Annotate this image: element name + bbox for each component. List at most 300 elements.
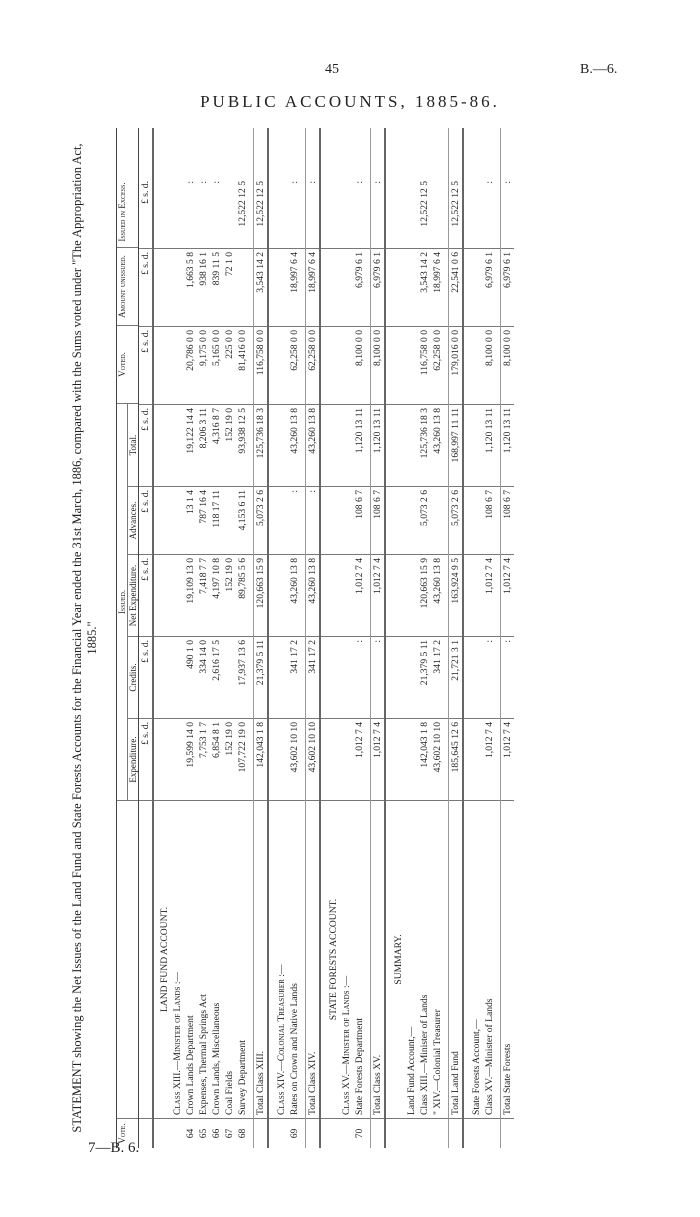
spacer-cell (366, 636, 370, 718)
cell-exp: 43,602 10 10 (431, 718, 444, 800)
spacer-cell (444, 554, 448, 636)
document-reference: B.—6. (580, 62, 618, 77)
page-number: 45 (325, 62, 339, 77)
cell-excess: : (354, 181, 365, 184)
spacer-cell (496, 636, 500, 718)
cell-total: 1,120 13 11 (501, 404, 514, 486)
cell-net (340, 554, 353, 636)
cell-exp: 1,012 7 4 (483, 718, 496, 800)
cell-voted: 62,258 0 0 (431, 326, 444, 404)
spacer-cell (444, 636, 448, 718)
cell-net: 1,012 7 4 (483, 554, 496, 636)
table-header (116, 128, 139, 1148)
total-state-forests-row (500, 128, 514, 1148)
spacer-cell (301, 178, 305, 248)
cell-desc: Land Fund Account,— (405, 800, 418, 1118)
cell-cred: 21,379 5 11 (418, 636, 431, 718)
spacer-cell (444, 178, 448, 248)
cell-net: 152 19 0 (223, 554, 236, 636)
total-class-xiii-row (253, 128, 269, 1148)
cell-net (327, 554, 340, 636)
cell-voted (392, 326, 405, 404)
cell-cred: : (371, 636, 384, 718)
total-land-fund-row (448, 128, 464, 1148)
cell-unissued: 6,979 6 1 (483, 248, 496, 326)
cell-adv (171, 486, 184, 554)
header-description (117, 800, 138, 1118)
cell-vote: 68 (236, 1118, 249, 1148)
cell-vote (306, 1118, 319, 1148)
cell-cred: £ s. d. (139, 636, 152, 718)
land-fund-heading (158, 128, 171, 1148)
spacer-cell (496, 554, 500, 636)
spacer-cell (249, 800, 253, 1118)
cell-net: 1,012 7 4 (501, 554, 514, 636)
cell-total: £ s. d. (139, 404, 152, 486)
spacer-cell (444, 800, 448, 1118)
cell-cred (275, 636, 288, 718)
header-issued-in-excess: Issued in Excess. (117, 182, 127, 242)
cell-exp: 107,722 19 0 (236, 718, 249, 800)
cell-unissued: 6,979 6 1 (501, 248, 514, 326)
cell-desc: Crown Lands Department (184, 800, 197, 1118)
cell-exp: £ s. d. (139, 718, 152, 800)
cell-desc: Class XIII.—Minister of Lands (418, 800, 431, 1118)
spacer-cell (366, 326, 370, 404)
cell-unissued: 3,543 14 2 (418, 248, 431, 326)
spacer-cell (249, 178, 253, 248)
summary-state-forests-label (470, 128, 483, 1148)
cell-voted: 179,016 0 0 (449, 326, 462, 404)
spacer-cell (366, 404, 370, 486)
cell-adv: 5,073 2 6 (254, 486, 267, 554)
statement-caption: STATEMENT showing the Net Issues of the Land Fund and State Forests Accounts for the Financial Year ended the 31st March, 1886, compared with the Sums voted under "The Appropriation Act, 1885." (70, 143, 99, 1133)
spacer-cell (496, 718, 500, 800)
rotated-statement (70, 128, 590, 1148)
cell-vote: 70 (353, 1118, 366, 1148)
spacer-cell (366, 1118, 370, 1148)
spacer-cell (301, 248, 305, 326)
cell-unissued: 938 16 1 (197, 248, 210, 326)
spacer-cell (444, 404, 448, 486)
cell-net: 43,260 13 8 (306, 554, 319, 636)
cell-net: 43,260 13 8 (431, 554, 444, 636)
cell-exp (275, 718, 288, 800)
cell-vote: 64 (184, 1118, 197, 1148)
cell-adv: £ s. d. (139, 486, 152, 554)
cell-excess: 12,522 12 5 (255, 181, 266, 227)
cell-unissued: 72 1 0 (223, 248, 236, 326)
cell-unissued (236, 248, 249, 326)
spacer-cell (249, 636, 253, 718)
cell-net: 43,260 13 8 (288, 554, 301, 636)
cell-exp: 43,602 10 10 (306, 718, 319, 800)
cell-vote: 66 (210, 1118, 223, 1148)
spacer-cell (496, 248, 500, 326)
cell-exp (470, 718, 483, 800)
cell-adv (405, 486, 418, 554)
header-advances: Advances. (128, 486, 138, 554)
cell-adv: 4,153 6 11 (236, 486, 249, 554)
cell-voted: 62,258 0 0 (306, 326, 319, 404)
cell-desc: State Forests Department (353, 800, 366, 1118)
cell-desc: Total Class XIII. (254, 800, 267, 1118)
spacer-cell (301, 800, 305, 1118)
cell-desc: " XIV.—Colonial Treasurer (431, 800, 444, 1118)
cell-desc: SUMMARY. (392, 800, 405, 1118)
cell-total: 125,736 18 3 (254, 404, 267, 486)
row-spacer (249, 128, 253, 1148)
cell-excess: : (211, 181, 222, 184)
cell-net: 1,012 7 4 (371, 554, 384, 636)
spacer-cell (249, 718, 253, 800)
cell-voted: 225 0 0 (223, 326, 236, 404)
cell-adv (431, 486, 444, 554)
cell-vote (327, 1118, 340, 1148)
cell-exp: 152 19 0 (223, 718, 236, 800)
cell-voted: 62,258 0 0 (288, 326, 301, 404)
cell-voted: 116,758 0 0 (254, 326, 267, 404)
cell-net: 120,663 15 9 (418, 554, 431, 636)
cell-excess (223, 178, 236, 248)
cell-total (470, 404, 483, 486)
cell-cred (223, 636, 236, 718)
table-row (236, 128, 249, 1148)
cell-adv: 108 6 7 (483, 486, 496, 554)
spacer-cell (249, 1118, 253, 1148)
cell-total: 93,938 12 5 (236, 404, 249, 486)
spacer-cell (444, 326, 448, 404)
spacer-cell (444, 486, 448, 554)
table-body (139, 128, 514, 1148)
summary-land-fund-label (405, 128, 418, 1148)
cell-exp (340, 718, 353, 800)
spacer-cell (496, 404, 500, 486)
cell-voted (470, 326, 483, 404)
cell-adv: 5,073 2 6 (449, 486, 462, 554)
class-xv-heading (340, 128, 353, 1148)
cell-unissued: 839 11 5 (210, 248, 223, 326)
cell-cred: 341 17 2 (306, 636, 319, 718)
spacer-cell (444, 1118, 448, 1148)
cell-excess: : (502, 181, 513, 184)
cell-vote: 65 (197, 1118, 210, 1148)
header-vote: Vote. (117, 1118, 138, 1148)
cell-total (275, 404, 288, 486)
cell-adv: 108 6 7 (501, 486, 514, 554)
cell-total (340, 404, 353, 486)
cell-adv (275, 486, 288, 554)
cell-net: 1,012 7 4 (353, 554, 366, 636)
cell-net (392, 554, 405, 636)
cell-total: 43,260 13 8 (288, 404, 301, 486)
cell-cred (470, 636, 483, 718)
header-expenditure: Expenditure. (128, 718, 138, 800)
cell-excess: £ s. d. (140, 181, 151, 204)
cell-cred (340, 636, 353, 718)
cell-vote (470, 1118, 483, 1148)
table-row (184, 128, 197, 1148)
cell-unissued: 6,979 6 1 (353, 248, 366, 326)
table-row (223, 128, 236, 1148)
cell-voted: 5,165 0 0 (210, 326, 223, 404)
cell-net: 19,109 13 0 (184, 554, 197, 636)
cell-vote: 69 (288, 1118, 301, 1148)
cell-vote (501, 1118, 514, 1148)
units-row (139, 128, 154, 1148)
row-spacer (444, 128, 448, 1148)
cell-net (470, 554, 483, 636)
cell-cred (327, 636, 340, 718)
cell-excess: : (198, 181, 209, 184)
cell-adv (327, 486, 340, 554)
cell-exp: 185,645 12 6 (449, 718, 462, 800)
spacer-cell (249, 326, 253, 404)
cell-exp: 142,043 1 8 (418, 718, 431, 800)
cell-vote (405, 1118, 418, 1148)
spacer-cell (366, 800, 370, 1118)
spacer-cell (496, 178, 500, 248)
cell-unissued: 3,543 14 2 (254, 248, 267, 326)
cell-cred: : (353, 636, 366, 718)
cell-vote (418, 1118, 431, 1148)
cell-unissued: 6,979 6 1 (371, 248, 384, 326)
cell-desc: Rates on Crown and Native Lands (288, 800, 301, 1118)
cell-exp: 1,012 7 4 (501, 718, 514, 800)
cell-exp: 7,753 1 7 (197, 718, 210, 800)
cell-unissued: 22,541 0 6 (449, 248, 462, 326)
cell-exp (171, 718, 184, 800)
cell-desc: Coal Fields (223, 800, 236, 1118)
cell-vote (275, 1118, 288, 1148)
cell-voted: £ s. d. (139, 326, 152, 404)
cell-cred: : (483, 636, 496, 718)
cell-desc: Total Land Fund (449, 800, 462, 1118)
spacer-cell (366, 718, 370, 800)
cell-voted (340, 326, 353, 404)
cell-vote: 67 (223, 1118, 236, 1148)
cell-excess: 12,522 12 5 (237, 181, 248, 227)
cell-desc: Expenses, Thermal Springs Act (197, 800, 210, 1118)
spacer-cell (301, 554, 305, 636)
cell-vote (371, 1118, 384, 1148)
cell-exp (405, 718, 418, 800)
cell-cred: 341 17 2 (431, 636, 444, 718)
cell-cred (392, 636, 405, 718)
cell-voted: 81,416 0 0 (236, 326, 249, 404)
spacer-cell (301, 486, 305, 554)
cell-total: 1,120 13 11 (483, 404, 496, 486)
cell-vote (392, 1118, 405, 1148)
cell-adv (392, 486, 405, 554)
cell-excess (171, 178, 184, 248)
cell-excess (405, 178, 418, 248)
cell-exp (158, 718, 171, 800)
cell-unissued: 18,997 6 4 (306, 248, 319, 326)
cell-desc: Class XIII.—Minister of Lands :— (171, 800, 184, 1118)
cell-exp: 142,043 1 8 (254, 718, 267, 800)
cell-vote (340, 1118, 353, 1148)
cell-unissued (327, 248, 340, 326)
cell-excess (392, 178, 405, 248)
cell-cred: 21,721 3 1 (449, 636, 462, 718)
class-xiii-heading (171, 128, 184, 1148)
summary-row (483, 128, 496, 1148)
cell-vote (139, 1118, 152, 1148)
cell-voted: 116,758 0 0 (418, 326, 431, 404)
cell-net: 4,197 10 8 (210, 554, 223, 636)
spacer-cell (301, 636, 305, 718)
cell-total: 152 19 0 (223, 404, 236, 486)
cell-total (171, 404, 184, 486)
cell-desc (139, 800, 152, 1118)
cell-exp: 1,012 7 4 (353, 718, 366, 800)
cell-adv: 108 6 7 (371, 486, 384, 554)
cell-unissued: 1,663 5 8 (184, 248, 197, 326)
cell-desc: LAND FUND ACCOUNT. (158, 800, 171, 1118)
cell-excess (340, 178, 353, 248)
cell-net: 120,663 15 9 (254, 554, 267, 636)
cell-desc: Total Class XV. (371, 800, 384, 1118)
cell-voted (405, 326, 418, 404)
cell-vote (171, 1118, 184, 1148)
class-xiv-heading (275, 128, 288, 1148)
cell-net: 163,924 9 5 (449, 554, 462, 636)
cell-adv: 118 17 11 (210, 486, 223, 554)
spacer-cell (444, 248, 448, 326)
cell-adv: 13 1 4 (184, 486, 197, 554)
cell-adv: 5,073 2 6 (418, 486, 431, 554)
cell-adv (223, 486, 236, 554)
cell-adv: 108 6 7 (353, 486, 366, 554)
cell-voted: 8,100 0 0 (371, 326, 384, 404)
spacer-cell (301, 326, 305, 404)
spacer-cell (496, 486, 500, 554)
spacer-cell (366, 554, 370, 636)
summary-heading (392, 128, 405, 1148)
cell-total: 8,206 3 11 (197, 404, 210, 486)
cell-cred (405, 636, 418, 718)
cell-voted: 20,786 0 0 (184, 326, 197, 404)
row-spacer (301, 128, 305, 1148)
header-net-expenditure: Net Expenditure. (128, 554, 138, 636)
cell-net (158, 554, 171, 636)
cell-vote (483, 1118, 496, 1148)
cell-total: 43,260 13 8 (306, 404, 319, 486)
cell-vote (254, 1118, 267, 1148)
cell-voted (158, 326, 171, 404)
table-row (210, 128, 223, 1148)
cell-excess: : (185, 181, 196, 184)
cell-cred: 341 17 2 (288, 636, 301, 718)
spacer-cell (301, 1118, 305, 1148)
cell-excess (158, 178, 171, 248)
cell-desc: Survey Department (236, 800, 249, 1118)
cell-total: 125,736 18 3 (418, 404, 431, 486)
cell-total: 1,120 13 11 (371, 404, 384, 486)
cell-net (171, 554, 184, 636)
cell-total: 19,122 14 4 (184, 404, 197, 486)
header-amount-unissued: Amount unissued. (117, 247, 138, 325)
spacer-cell (249, 554, 253, 636)
cell-voted (327, 326, 340, 404)
table-row (288, 128, 301, 1148)
spacer-cell (444, 718, 448, 800)
cell-vote (431, 1118, 444, 1148)
cell-voted (275, 326, 288, 404)
cell-adv (340, 486, 353, 554)
cell-total (392, 404, 405, 486)
cell-exp: 19,599 14 0 (184, 718, 197, 800)
spacer-cell (249, 248, 253, 326)
cell-total: 168,997 11 11 (449, 404, 462, 486)
table-row (197, 128, 210, 1148)
cell-excess (275, 178, 288, 248)
cell-voted: 8,100 0 0 (483, 326, 496, 404)
cell-adv: : (288, 486, 301, 554)
cell-total: 43,260 13 8 (431, 404, 444, 486)
cell-adv (470, 486, 483, 554)
header-issued: Issued. (117, 404, 128, 800)
spacer-cell (496, 326, 500, 404)
cell-voted (171, 326, 184, 404)
cell-unissued (392, 248, 405, 326)
cell-excess: : (484, 181, 495, 184)
spacer-cell (301, 718, 305, 800)
cell-unissued (405, 248, 418, 326)
cell-voted: 8,100 0 0 (501, 326, 514, 404)
cell-desc: Class XV.—Minister of Lands :— (340, 800, 353, 1118)
cell-vote (158, 1118, 171, 1148)
cell-cred: : (501, 636, 514, 718)
spacer-cell (496, 1118, 500, 1148)
cell-voted: 9,175 0 0 (197, 326, 210, 404)
cell-adv (158, 486, 171, 554)
cell-voted: 8,100 0 0 (353, 326, 366, 404)
header-voted: Voted. (117, 325, 138, 403)
cell-unissued (340, 248, 353, 326)
cell-desc: Class XV.—Minister of Lands (483, 800, 496, 1118)
table-row (353, 128, 366, 1148)
spacer-cell (366, 178, 370, 248)
cell-cred: 21,379 5 11 (254, 636, 267, 718)
cell-total: 1,120 13 11 (353, 404, 366, 486)
cell-desc: Total State Forests (501, 800, 514, 1118)
cell-cred: 334 14 0 (197, 636, 210, 718)
cell-cred (158, 636, 171, 718)
cell-net (405, 554, 418, 636)
cell-desc: State Forests Account,— (470, 800, 483, 1118)
cell-exp: 1,012 7 4 (371, 718, 384, 800)
cell-net (275, 554, 288, 636)
cell-exp (327, 718, 340, 800)
cell-excess (431, 178, 444, 248)
total-class-xv-row (370, 128, 386, 1148)
cell-total (327, 404, 340, 486)
cell-unissued: £ s. d. (139, 248, 152, 326)
cell-excess (327, 178, 340, 248)
cell-excess: : (289, 181, 300, 184)
header-issued-group (117, 403, 138, 800)
page-title: PUBLIC ACCOUNTS, 1885-86. (200, 92, 500, 111)
cell-unissued (158, 248, 171, 326)
spacer-cell (366, 248, 370, 326)
cell-excess: : (372, 181, 383, 184)
cell-cred: 2,616 17 5 (210, 636, 223, 718)
summary-row (418, 128, 431, 1148)
spacer-cell (301, 404, 305, 486)
cell-unissued: 18,997 6 4 (288, 248, 301, 326)
